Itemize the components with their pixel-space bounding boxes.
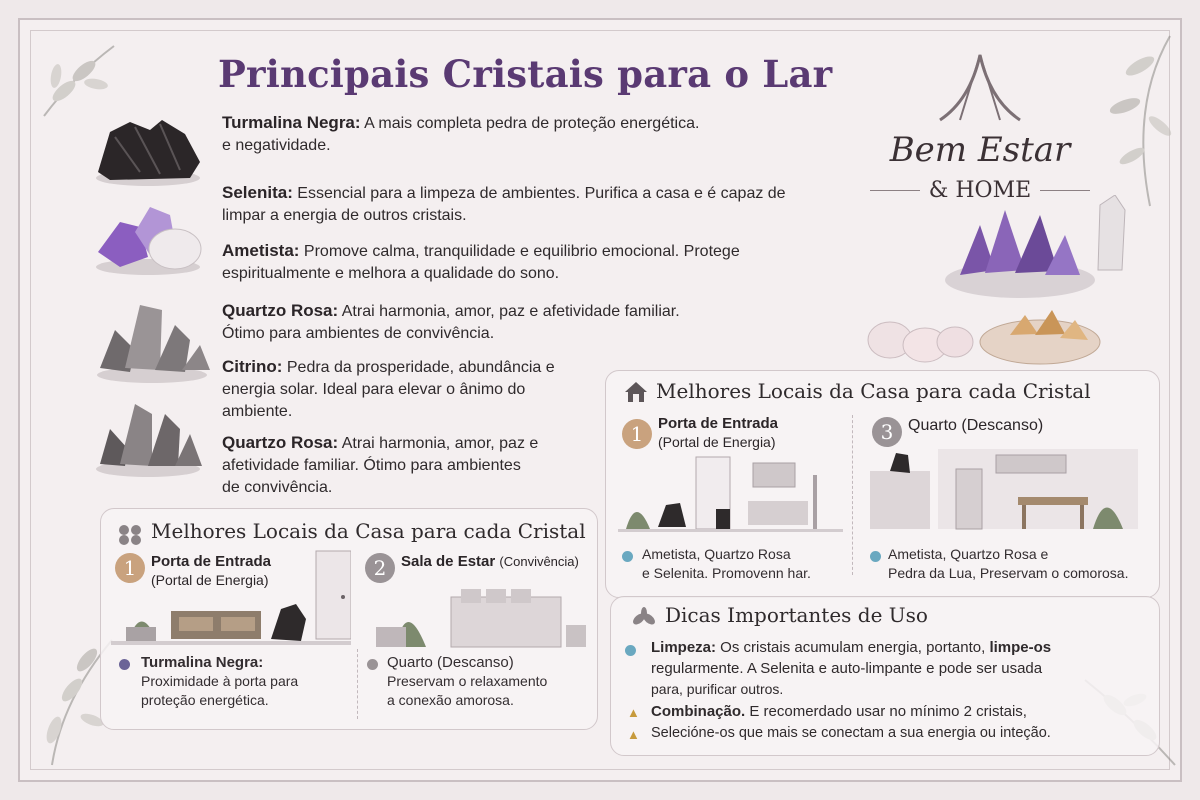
crystal-name: Turmalina Negra: <box>222 113 361 132</box>
tip-head: Combinação. <box>651 703 746 720</box>
quartz-cluster-icon <box>90 394 210 479</box>
crystal-text: energia solar. Ideal para elevar o ânimo do <box>222 381 526 398</box>
right-locations-panel <box>605 370 1160 598</box>
location-title <box>908 417 1043 435</box>
location-description <box>141 653 341 710</box>
crystal-description <box>222 182 832 227</box>
tip-text <box>651 658 1151 679</box>
tip-head: Limpeza: <box>651 639 717 656</box>
description-text: e Selenita. Promovenn har. <box>642 565 811 581</box>
warning-icon: ▲ <box>627 727 640 742</box>
location-main: Porta de Entrada <box>151 553 272 570</box>
leaf-cluster-icon <box>117 523 143 545</box>
crystal-name: Quartzo Rosa: <box>222 301 339 320</box>
location-title <box>658 415 778 451</box>
description-text: Ametista, Quartzo Rosa <box>642 546 791 562</box>
tip-emphasis: regularmente. <box>651 660 744 677</box>
check-icon <box>625 645 636 656</box>
crystal-text: Atrai harmonia, amor, paz e afetividade familiar. <box>338 303 680 320</box>
panel-title: Melhores Locais da Casa para cada Cristal <box>151 519 586 543</box>
description-text: a conexão amorosa. <box>387 692 514 708</box>
divider <box>357 649 358 719</box>
crystal-text: A mais completa pedra de proteção energética. <box>360 115 700 132</box>
description-text: Preservam o relaxamento <box>387 673 548 689</box>
description-head: Turmalina Negra: <box>141 654 264 671</box>
tip-text <box>651 637 1151 658</box>
entrance-room-illustration <box>111 549 351 649</box>
bedroom-illustration <box>868 441 1148 533</box>
entrance-room-illustration <box>618 455 843 533</box>
logo-sub-text: & HOME <box>928 178 1032 203</box>
crystal-name: Quartzo Rosa: <box>222 433 339 452</box>
tips-panel <box>610 596 1160 756</box>
crystal-text: Pedra da prosperidade, abundância e <box>282 359 555 376</box>
roof-logo-icon <box>930 50 1030 128</box>
location-description <box>642 545 852 583</box>
brand-logo <box>860 50 1100 210</box>
location-main: Sala de Estar <box>401 553 496 570</box>
bullet-icon <box>119 659 130 670</box>
rose-quartz-icon <box>90 300 215 385</box>
crystal-text: Promove calma, tranquilidade e equilibrio emocional. Protege <box>299 243 740 260</box>
crystal-name: Citrino: <box>222 357 283 376</box>
description-text: Proximidade à porta para <box>141 673 299 689</box>
description-text: Pedra da Lua, Preservam o comorosa. <box>888 565 1129 581</box>
tip-segment: A Selenita e auto-limpante e pode ser usada <box>743 660 1043 677</box>
rose-citrine-stones-icon <box>860 300 1110 370</box>
location-description <box>888 545 1158 583</box>
crystal-text: ambiente. <box>222 403 293 420</box>
tip-emphasis: limpe-os <box>989 639 1052 656</box>
tip-text <box>651 701 1151 722</box>
location-sub: (Portal de Energia) <box>658 434 776 450</box>
tip-text: para, purificar outros. <box>651 681 784 697</box>
crystal-description <box>222 240 832 285</box>
location-main: Quarto (Descanso) <box>908 417 1044 434</box>
step-badge: 1 <box>622 419 652 449</box>
tip-segment: Os cristais acumulam energia, portanto, <box>716 639 990 656</box>
description-head: Quarto (Descanso) <box>387 654 514 671</box>
crystal-text: Essencial para a limpeza de ambientes. Purifica a casa e é capaz de <box>292 185 786 202</box>
panel-title: Dicas Importantes de Uso <box>665 603 928 627</box>
crystal-name: Ametista: <box>222 241 300 260</box>
step-badge: 3 <box>872 417 902 447</box>
crystal-description <box>222 112 832 157</box>
logo-brand-text: Bem Estar <box>889 130 1071 170</box>
location-title <box>401 553 579 571</box>
crystal-text: Ótimo para ambientes de convivência. <box>222 325 495 342</box>
black-tourmaline-icon <box>90 112 210 187</box>
left-locations-panel <box>100 508 598 730</box>
warning-icon: ▲ <box>627 705 640 720</box>
bullet-icon <box>367 659 378 670</box>
leaf-cluster-icon <box>631 607 657 629</box>
location-sub: (Portal de Energia) <box>151 572 269 588</box>
step-badge: 2 <box>365 553 395 583</box>
crystal-text: de convivência. <box>222 479 333 496</box>
crystal-text: limpar a energia de outros cristais. <box>222 207 467 224</box>
location-sub: (Convivência) <box>499 554 579 569</box>
step-badge: 1 <box>115 553 145 583</box>
check-icon <box>622 551 633 562</box>
location-main: Porta de Entrada <box>658 415 779 432</box>
living-room-illustration <box>371 577 591 649</box>
home-icon <box>624 381 648 403</box>
tip-text: Selecióne-os que mais se conectam a sua energia ou inteção. <box>651 725 1051 741</box>
crystal-name: Selenita: <box>222 183 293 202</box>
amethyst-cluster-icon <box>940 195 1130 305</box>
page-title: Principais Cristais para o Lar <box>218 52 833 96</box>
crystal-description <box>222 300 832 345</box>
selenite-icon <box>90 197 210 277</box>
crystal-text: espiritualmente e melhora a qualidade do sono. <box>222 265 560 282</box>
description-text: Ametista, Quartzo Rosa e <box>888 546 1049 562</box>
check-icon <box>870 551 881 562</box>
tip-segment: E recomerdado usar no mínimo 2 cristais, <box>745 703 1027 720</box>
panel-title: Melhores Locais da Casa para cada Cristal <box>656 379 1091 403</box>
description-text: proteção energética. <box>141 692 269 708</box>
crystal-text: afetividade familiar. Ótimo para ambientes <box>222 457 521 474</box>
divider <box>852 415 853 575</box>
location-description <box>387 653 587 710</box>
crystal-text: e negatividade. <box>222 137 331 154</box>
crystal-text: Atrai harmonia, amor, paz e <box>338 435 539 452</box>
